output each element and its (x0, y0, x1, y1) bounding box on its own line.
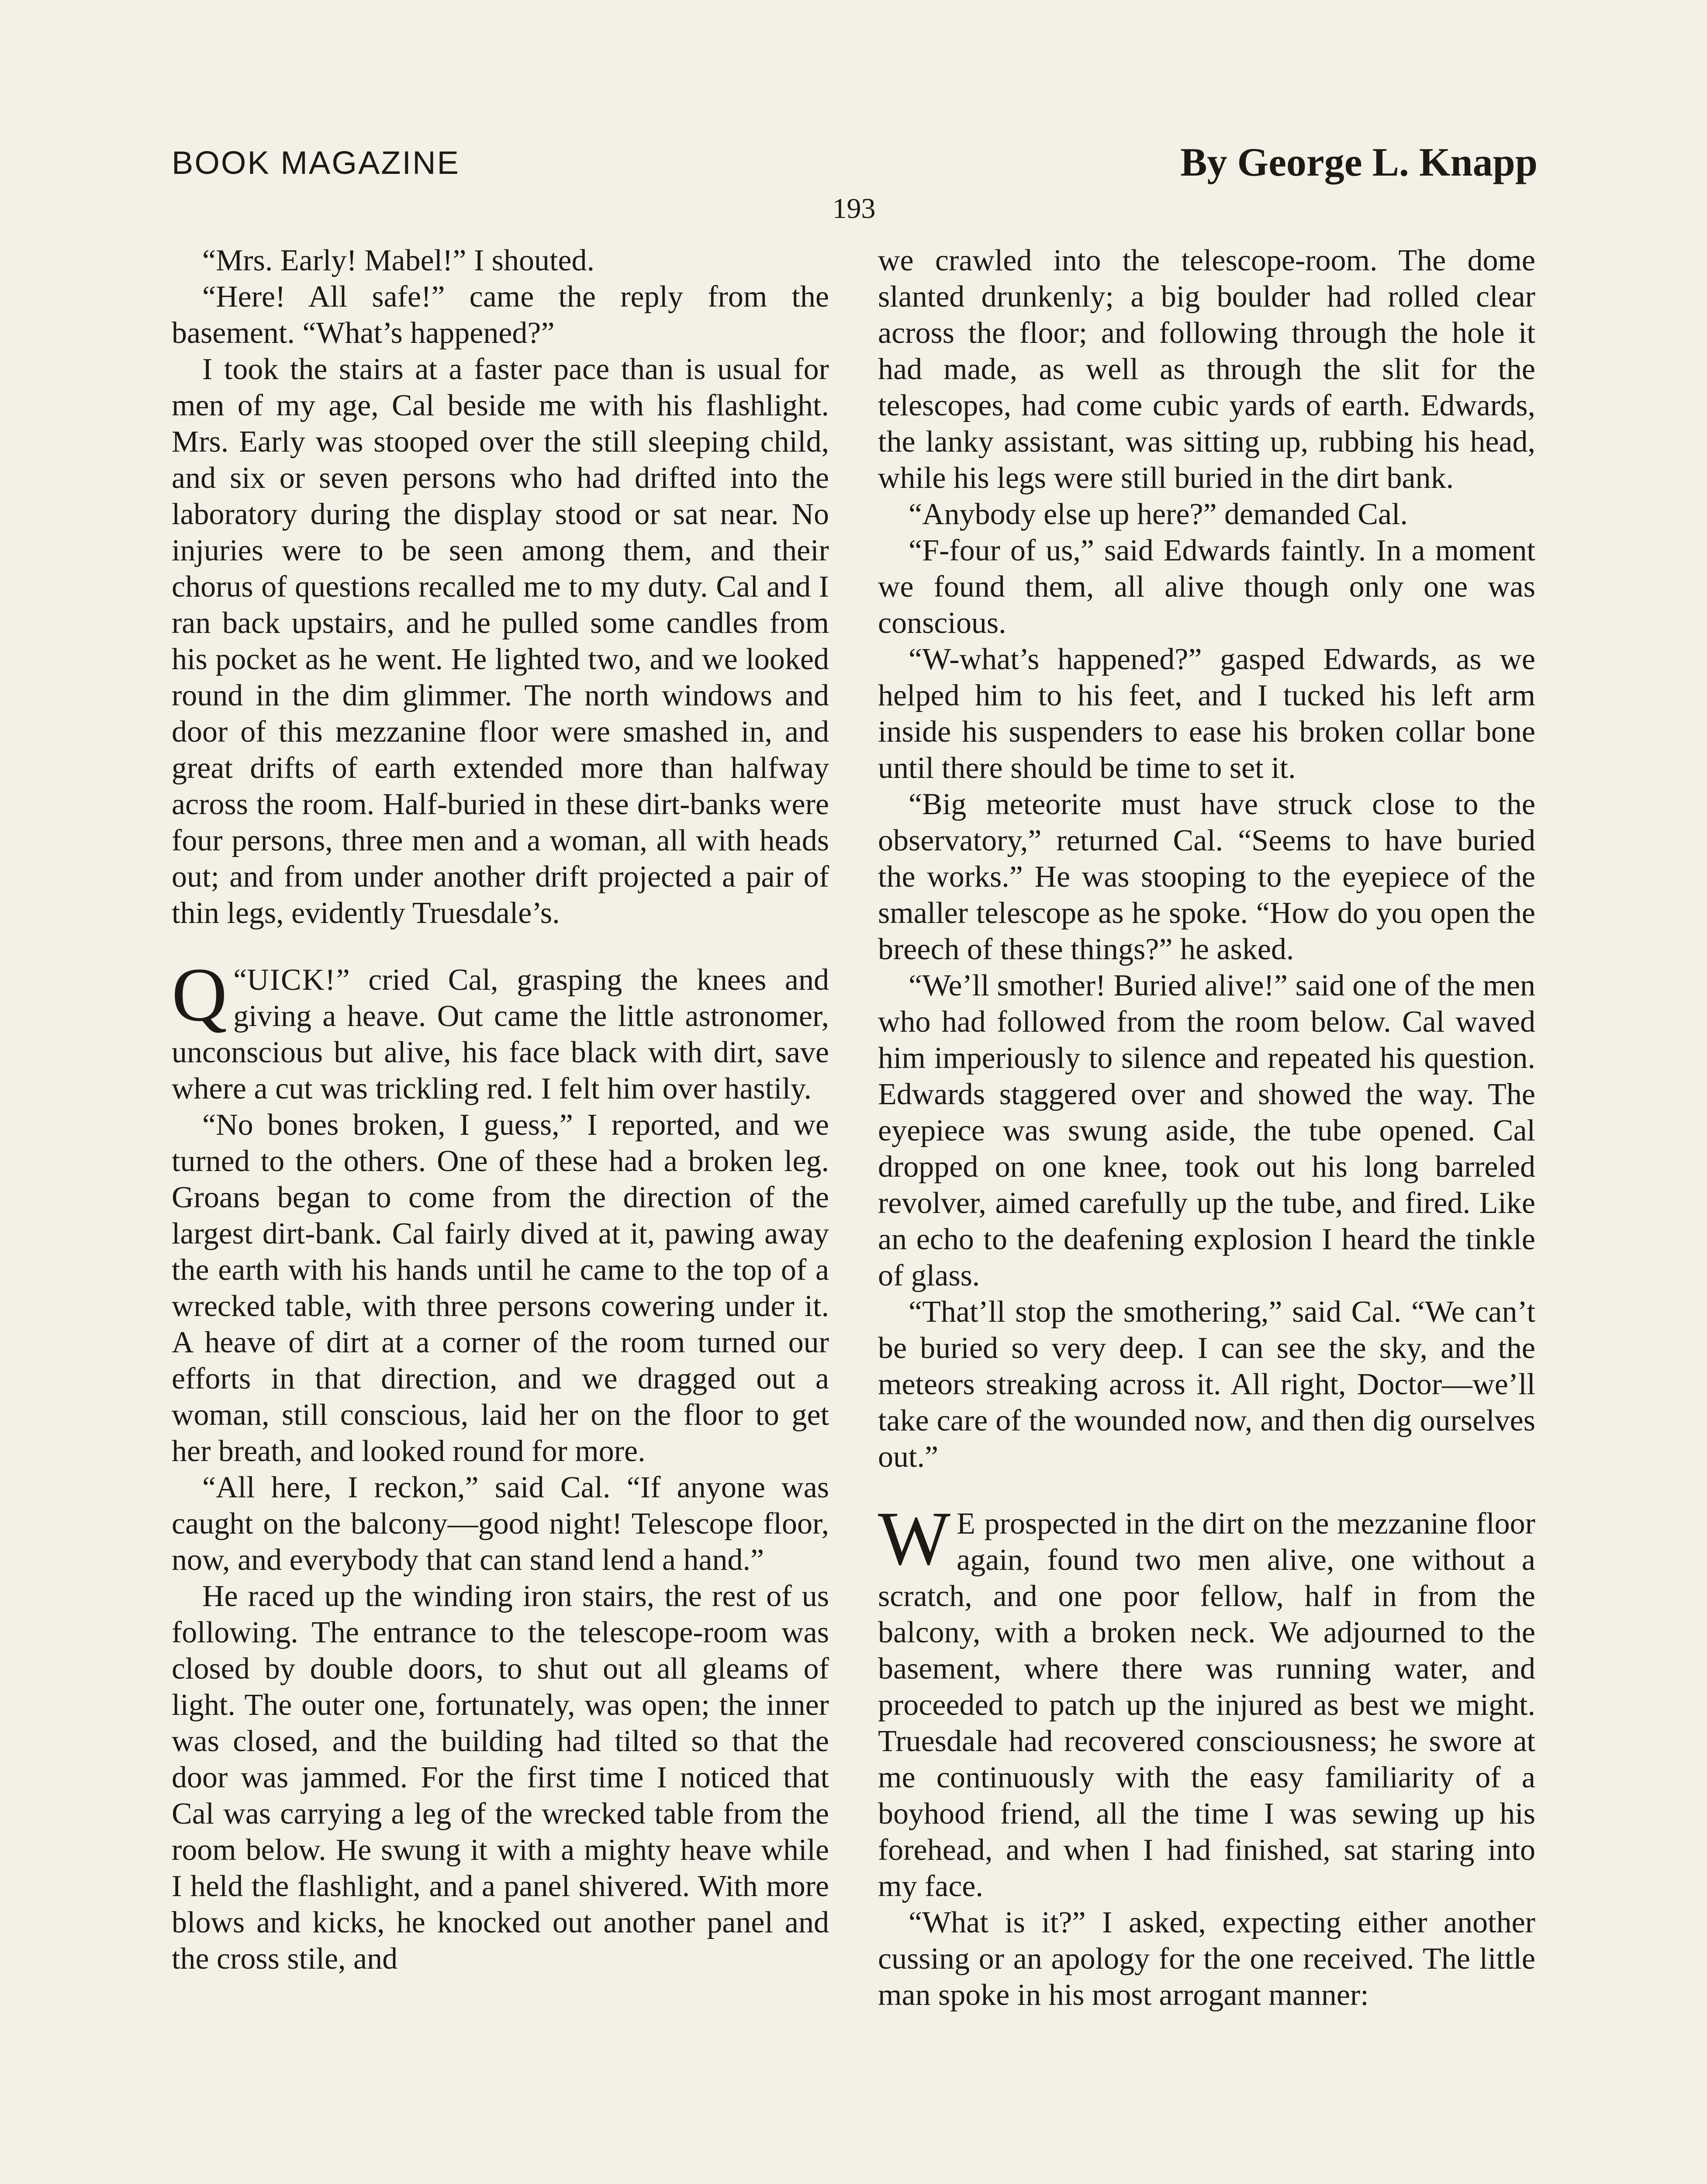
right-column (878, 242, 1535, 2013)
paragraph: “That’ll stop the smothering,” said Cal. “We can’t be buried so very deep. I can see the sky, and the meteors streaking across it. All right, Doctor—we’ll take care of the wounded now, and then dig ourselves out.” (878, 1295, 1535, 1474)
open-quote: “ (233, 963, 247, 997)
paragraph: “Big meteorite must have struck close to the observatory,” returned Cal. “Seems to have buried the works.” He was stooping to the eyepiece of the smaller telescope as he spoke. “How do you open the breech of these things?” he asked. (878, 788, 1535, 966)
paragraph: “F-four of us,” said Edwards faintly. In a moment we found them, all alive though only one was conscious. (878, 534, 1535, 640)
paragraph: “No bones broken, I guess,” I reported, and we turned to the others. One of these had a broken leg. Groans began to come from the direction of the largest dirt-bank. Cal fairly dived at it, pawing away the earth with his hands until he came to the top of a wrecked table, with three persons cowering under it. A heave of dirt at a corner of the room turned our efforts in that direction, and we dragged out a woman, still conscious, laid her on the floor to get her breath, and looked round for more. (172, 1108, 829, 1468)
page-number: 193 (832, 193, 876, 225)
magazine-title: BOOK MAGAZINE (172, 145, 460, 181)
drop-cap: Q (172, 952, 228, 1037)
drop-cap: W (878, 1496, 951, 1581)
paragraph: “Here! All safe!” came the reply from the basement. “What’s happened?” (172, 280, 829, 350)
author-byline: By George L. Knapp (1180, 140, 1538, 184)
lead-caps: E (957, 1507, 976, 1541)
paragraph: “W-what’s happened?” gasped Edwards, as we helped him to his feet, and I tucked his left arm inside his suspenders to ease his broken collar bone until there should be time to set it. (878, 643, 1535, 785)
paragraph: “Anybody else up here?” demanded Cal. (909, 498, 1408, 531)
left-column (172, 242, 829, 1977)
paragraph: I took the stairs at a faster pace than is usual for men of my age, Cal beside me with his flashlight. Mrs. Early was stooped over the still sleeping child, and six or seven persons who had drifted into the laboratory during the display stood or sat near. No injuries were to be seen among them, and their chorus of questions recalled me to my duty. Cal and I ran back upstairs, and he pulled some candles from his pocket as he went. He lighted two, and we looked round in the dim glimmer. The north windows and door of this mezzanine floor were smashed in, and great drifts of earth extended more than halfway across the room. Half-buried in these dirt-banks were four persons, three men and a woman, all with heads out; and from under another drift projected a pair of thin legs, evidently Truesdale’s. (172, 352, 829, 930)
section-paragraph (172, 952, 829, 1107)
paragraph: “Mrs. Early! Mabel!” I shouted. (202, 244, 595, 277)
paragraph: He raced up the winding iron stairs, the rest of us following. The entrance to the telescope-room was closed by double doors, to shut out all gleams of light. The outer one, fortunately, was open; the inner was closed, and the building had tilted so that the door was jammed. For the first time I noticed that Cal was carrying a leg of the wrecked table from the room below. He swung it with a mighty heave while I held the flashlight, and a panel shivered. With more blows and kicks, he knocked out another panel and the cross stile, and (172, 1579, 829, 1976)
paragraph-text: prospected in the dirt on the mezzanine floor again, found two men alive, one without a scratch, and one poor fellow, half in from the balcony, with a broken neck. We adjourned to the basement, where there was running water, and proceeded to patch up the injured as best we might. Truesdale had recovered consciousness; he swore at me continuously with the easy familiarity of a boyhood friend, all the time I was sewing up his forehead, and when I had finished, sat staring into my face. (878, 1507, 1535, 1903)
lead-caps: UICK! (247, 963, 336, 997)
paragraph: “All here, I reckon,” said Cal. “If anyone was caught on the balcony—good night! Telescope floor, now, and everybody that can stand lend a hand.” (172, 1471, 829, 1577)
paragraph: we crawled into the telescope-room. The dome slanted drunkenly; a big boulder had rolled clear across the floor; and following through the hole it had made, as well as through the slit for the telescopes, had come cubic yards of earth. Edwards, the lanky assistant, was sitting up, rubbing his head, while his legs were still buried in the dirt bank. (878, 244, 1535, 495)
paragraph: “What is it?” I asked, expecting either another cussing or an apology for the one received. The little man spoke in his most arrogant manner: (878, 1906, 1535, 2012)
paragraph-text: ” cried Cal, grasping the knees and giving a heave. Out came the little astronomer, unconscious but alive, his face black with dirt, save where a cut was trickling red. I felt him over hastily. (172, 963, 829, 1106)
section-paragraph (878, 1496, 1535, 1904)
paragraph: “We’ll smother! Buried alive!” said one of the men who had followed from the room below. Cal waved him imperiously to silence and repeated his question. Edwards staggered over and showed the way. The eyepiece was swung aside, the tube opened. Cal dropped on one knee, took out his long barreled revolver, aimed carefully up the tube, and fired. Like an echo to the deafening explosion I heard the tinkle of glass. (878, 969, 1535, 1292)
